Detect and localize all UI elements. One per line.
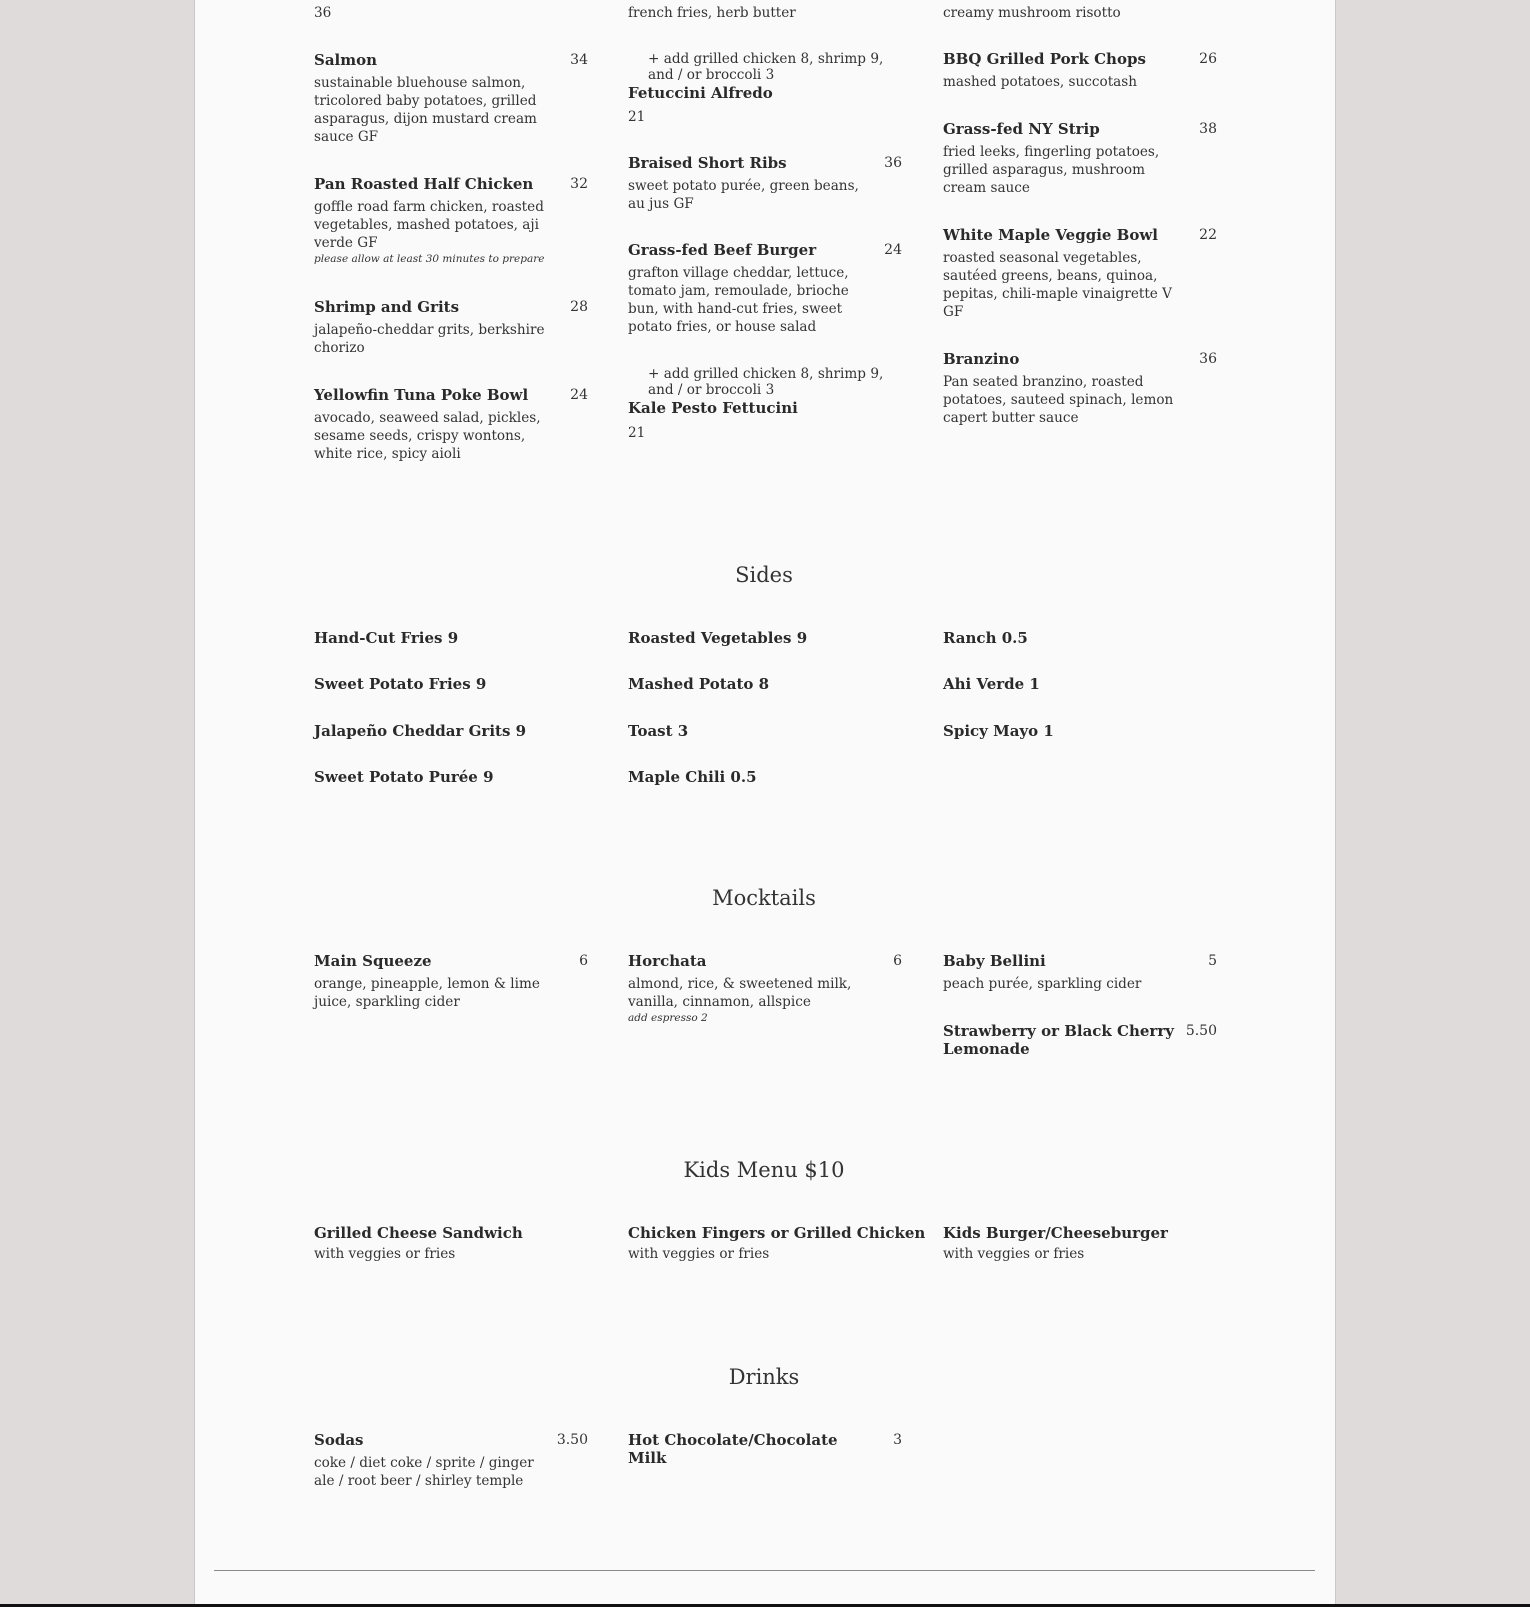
item-name: Grilled Cheese Sandwich	[314, 1224, 523, 1242]
item-name: Baby Bellini	[943, 952, 1046, 970]
menu-item-lemonade	[943, 1022, 1217, 1058]
item-description: avocado, seaweed salad, pickles, sesame seeds, crispy wontons, white rice, spicy aioli	[314, 410, 541, 462]
item-description: coke / diet coke / sprite / ginger ale / root beer / shirley temple	[314, 1455, 534, 1489]
side-item: Mashed Potato 8	[628, 675, 770, 693]
addon-note: + add grilled chicken 8, shrimp 9, and / or broccoli 3	[648, 51, 884, 83]
item-name: Salmon	[314, 51, 378, 69]
item-note: add espresso 2	[628, 1012, 708, 1024]
item-description: peach purée, sparkling cider	[943, 976, 1142, 992]
item-price: 34	[570, 52, 588, 68]
item-note: please allow at least 30 minutes to prepare	[314, 253, 545, 265]
item-name: Horchata	[628, 952, 707, 970]
side-item: Maple Chili 0.5	[628, 768, 757, 786]
item-price: 21	[628, 425, 646, 441]
item-name: Grass-fed Beef Burger	[628, 241, 817, 259]
item-price: 3.50	[556, 1432, 588, 1448]
item-price: 36	[1199, 351, 1217, 367]
item-price: 28	[570, 299, 588, 315]
item-price: 21	[628, 109, 646, 125]
item-name: Pan Roasted Half Chicken	[314, 175, 534, 193]
drinks-heading: Drinks	[728, 1365, 800, 1389]
item-description: orange, pineapple, lemon & lime juice, sparkling cider	[314, 976, 540, 1010]
item-name: Kids Burger/Cheeseburger	[943, 1224, 1168, 1242]
menu-item-veggie-bowl	[943, 226, 1217, 321]
side-item: Sweet Potato Purée 9	[314, 768, 494, 786]
menu-item-branzino	[943, 350, 1217, 427]
menu-item-beef-burger	[628, 241, 902, 336]
side-item: Hand-Cut Fries 9	[314, 629, 459, 647]
item-description: with veggies or fries	[314, 1246, 456, 1262]
menu-item-ny-strip	[943, 120, 1217, 197]
item-name: Yellowfin Tuna Poke Bowl	[314, 386, 529, 404]
item-description: grafton village cheddar, lettuce, tomato jam, remoulade, brioche bun, with hand-cut fries, sweet potato fries, or house salad	[628, 265, 849, 335]
item-description: sweet potato purée, green beans, au jus GF	[628, 178, 859, 212]
menu-item-main-squeeze	[314, 952, 588, 1011]
menu-item-horchata	[628, 952, 902, 1025]
item-name: Braised Short Ribs	[628, 154, 787, 172]
item-description: french fries, herb butter	[628, 5, 796, 21]
item-name: Grass-fed NY Strip	[943, 120, 1100, 138]
side-item: Spicy Mayo 1	[943, 722, 1054, 740]
menu-item-short-ribs	[628, 154, 902, 213]
addon-note: + add grilled chicken 8, shrimp 9, and / or broccoli 3	[648, 366, 884, 398]
item-name: Sodas	[314, 1431, 364, 1449]
menu-item-sodas	[314, 1431, 588, 1490]
item-name: Shrimp and Grits	[314, 298, 460, 316]
item-price: 6	[893, 953, 902, 969]
side-item: Jalapeño Cheddar Grits 9	[314, 722, 527, 740]
item-name: Main Squeeze	[314, 952, 432, 970]
item-description: with veggies or fries	[628, 1246, 770, 1262]
item-description: almond, rice, & sweetened milk, vanilla, cinnamon, allspice	[628, 976, 852, 1010]
item-price: 24	[884, 242, 902, 258]
footer-divider	[214, 1570, 1315, 1571]
side-item: Roasted Vegetables 9	[628, 629, 808, 647]
item-price: 5	[1208, 953, 1217, 969]
item-description: fried leeks, fingerling potatoes, grilled asparagus, mushroom cream sauce	[943, 144, 1160, 196]
mocktails-heading: Mocktails	[712, 886, 816, 910]
item-price: 5.50	[1185, 1023, 1217, 1039]
menu-item-pork-chops	[943, 50, 1217, 91]
item-price: 38	[1199, 121, 1217, 137]
menu-item-hot-chocolate	[628, 1431, 902, 1467]
item-description: roasted seasonal vegetables, sautéed greens, beans, quinoa, pepitas, chili-maple vinaigrette V GF	[943, 250, 1172, 320]
menu-item-kids-burger	[943, 1224, 1217, 1263]
item-price: 3	[893, 1432, 902, 1448]
menu-item-baby-bellini	[943, 952, 1217, 993]
item-price: 6	[579, 953, 588, 969]
item-description: with veggies or fries	[943, 1246, 1085, 1262]
item-description: goffle road farm chicken, roasted vegetables, mashed potatoes, aji verde GF	[314, 199, 544, 251]
item-description: creamy mushroom risotto	[943, 5, 1121, 21]
sides-heading: Sides	[735, 563, 793, 587]
item-price: 24	[570, 387, 588, 403]
kids-menu-heading: Kids Menu $10	[683, 1158, 845, 1182]
item-name: Chicken Fingers or Grilled Chicken	[628, 1224, 926, 1242]
item-name: Kale Pesto Fettucini	[628, 399, 798, 417]
item-name: Strawberry or Black Cherry Lemonade	[943, 1022, 1174, 1058]
item-price: 26	[1199, 51, 1217, 67]
menu-item-chicken-fingers	[628, 1224, 926, 1263]
item-price: 36	[314, 5, 332, 21]
item-name: BBQ Grilled Pork Chops	[943, 50, 1146, 68]
item-price: 22	[1199, 227, 1217, 243]
item-price: 36	[884, 155, 902, 171]
side-item: Toast 3	[628, 722, 689, 740]
item-name: Branzino	[943, 350, 1020, 368]
item-description: mashed potatoes, succotash	[943, 74, 1137, 90]
menu-item-poke-bowl	[314, 386, 588, 463]
side-item: Ranch 0.5	[943, 629, 1028, 647]
menu-item-half-chicken	[314, 175, 588, 266]
side-item: Ahi Verde 1	[943, 675, 1040, 693]
item-description: Pan seated branzino, roasted potatoes, sauteed spinach, lemon capert butter sauce	[943, 374, 1174, 426]
item-price: 32	[570, 176, 588, 192]
item-description: jalapeño-cheddar grits, berkshire chorizo	[314, 322, 545, 356]
menu-item-grilled-cheese	[314, 1224, 588, 1263]
side-item: Sweet Potato Fries 9	[314, 675, 487, 693]
item-name: White Maple Veggie Bowl	[943, 226, 1158, 244]
item-name: Fetuccini Alfredo	[628, 84, 773, 102]
item-name: Hot Chocolate/Chocolate Milk	[628, 1431, 838, 1467]
menu-item-salmon	[314, 51, 588, 146]
item-description: sustainable bluehouse salmon, tricolored baby potatoes, grilled asparagus, dijon mustard cream sauce GF	[314, 75, 537, 145]
menu-item-shrimp-grits	[314, 298, 588, 357]
